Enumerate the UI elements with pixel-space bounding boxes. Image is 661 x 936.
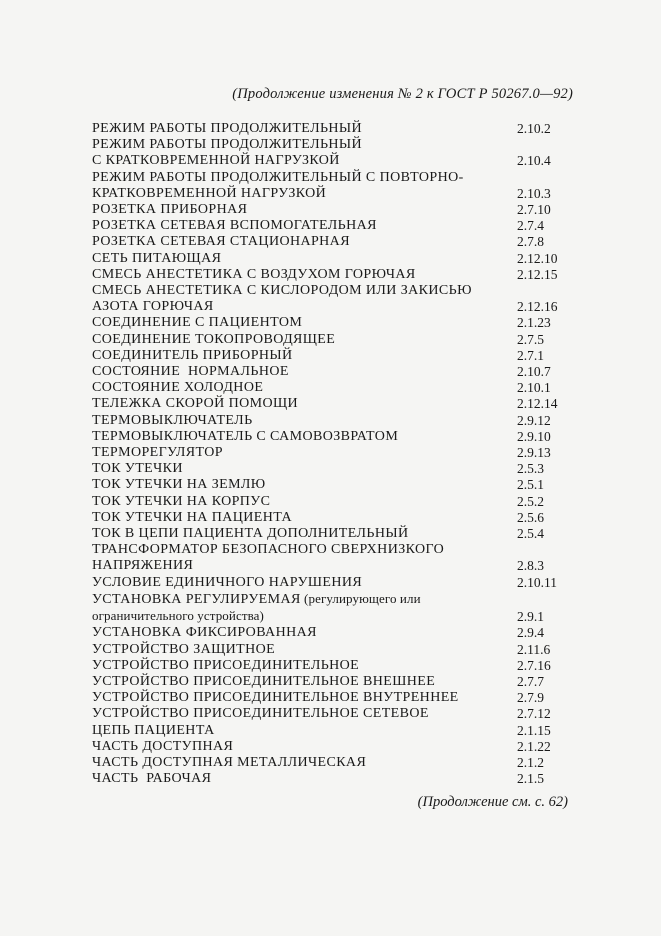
index-term <box>92 283 562 315</box>
index-clause-number: 2.8.3 <box>517 558 544 574</box>
index-clause-number: 2.9.4 <box>517 625 544 641</box>
index-term-text: ТЕРМОРЕГУЛЯТОР <box>92 445 223 461</box>
index-clause-number: 2.7.1 <box>517 347 544 363</box>
index-entry <box>92 706 562 722</box>
index-term-text: УСТРОЙСТВО ЗАЩИТНОЕ <box>92 641 276 657</box>
index-term <box>92 477 562 493</box>
index-term <box>92 380 562 396</box>
index-clause-number: 2.9.10 <box>517 428 551 444</box>
index-clause-number: 2.7.9 <box>517 690 544 706</box>
index-entry <box>92 461 562 477</box>
index-term <box>92 137 562 169</box>
index-term-text: ТЕЛЕЖКА СКОРОЙ ПОМОЩИ <box>92 396 298 412</box>
index-entry <box>92 137 562 169</box>
index-clause-number: 2.7.7 <box>517 673 544 689</box>
index-term <box>92 267 562 283</box>
index-entry <box>92 642 562 658</box>
index-entry <box>92 413 562 429</box>
index-clause-number: 2.1.15 <box>517 722 551 738</box>
index-term <box>92 121 562 137</box>
index-term <box>92 315 562 331</box>
index-entry <box>92 396 562 412</box>
term-index-list <box>92 121 562 787</box>
index-clause-number: 2.1.5 <box>517 771 544 787</box>
index-entry <box>92 494 562 510</box>
index-term-text: ЧАСТЬ ДОСТУПНАЯ <box>92 738 234 754</box>
index-clause-number: 2.1.2 <box>517 754 544 770</box>
index-term-text: ЧАСТЬ РАБОЧАЯ <box>92 771 212 787</box>
index-term <box>92 332 562 348</box>
index-entry <box>92 234 562 250</box>
index-term-text: УСТАНОВКА ФИКСИРОВАННАЯ <box>92 625 317 641</box>
index-clause-number: 2.7.4 <box>517 218 544 234</box>
index-term <box>92 739 562 755</box>
index-entry <box>92 739 562 755</box>
index-entry <box>92 591 562 625</box>
index-entry <box>92 348 562 364</box>
index-term <box>92 542 562 574</box>
index-term-text: УСТРОЙСТВО ПРИСОЕДИНИТЕЛЬНОЕ ВНЕШНЕЕ <box>92 673 436 689</box>
index-clause-number: 2.5.1 <box>517 477 544 493</box>
index-term-text: СОСТОЯНИЕ НОРМАЛЬНОЕ <box>92 364 289 380</box>
index-term <box>92 445 562 461</box>
index-term <box>92 674 562 690</box>
page-header: (Продолжение изменения № 2 к ГОСТ Р 50267.0—92) <box>232 86 573 102</box>
index-clause-number: 2.12.15 <box>517 266 558 282</box>
index-term <box>92 690 562 706</box>
index-entry <box>92 575 562 591</box>
index-term-text: СЕТЬ ПИТАЮЩАЯ <box>92 250 222 266</box>
index-term <box>92 658 562 674</box>
index-term <box>92 771 562 787</box>
index-entry <box>92 526 562 542</box>
page-footer: (Продолжение см. с. 62) <box>417 794 568 810</box>
index-term-text: УСТАНОВКА РЕГУЛИРУЕМАЯ <box>92 591 301 607</box>
index-clause-number: 2.12.16 <box>517 299 558 315</box>
index-entry <box>92 542 562 574</box>
index-clause-number: 2.10.11 <box>517 574 557 590</box>
index-term <box>92 706 562 722</box>
index-term-text: УСЛОВИЕ ЕДИНИЧНОГО НАРУШЕНИЯ <box>92 574 363 590</box>
index-term-text: РОЗЕТКА СЕТЕВАЯ ВСПОМОГАТЕЛЬНАЯ <box>92 218 377 234</box>
index-clause-number: 2.11.6 <box>517 641 551 657</box>
index-term-text: РЕЖИМ РАБОТЫ ПРОДОЛЖИТЕЛЬНЫЙ С КРАТКОВРЕМЕННОЙ НАГРУЗКОЙ <box>92 137 363 169</box>
index-clause-number: 2.7.5 <box>517 331 544 347</box>
index-entry <box>92 332 562 348</box>
index-entry <box>92 690 562 706</box>
index-term-text: ТОК В ЦЕПИ ПАЦИЕНТА ДОПОЛНИТЕЛЬНЫЙ <box>92 526 409 542</box>
index-term-text: ЦЕПЬ ПАЦИЕНТА <box>92 722 215 738</box>
index-entry <box>92 202 562 218</box>
index-clause-number: 2.10.1 <box>517 380 551 396</box>
index-clause-number: 2.12.14 <box>517 396 558 412</box>
index-entry <box>92 283 562 315</box>
index-entry <box>92 251 562 267</box>
index-term <box>92 170 562 202</box>
index-term-text: ТЕРМОВЫКЛЮЧАТЕЛЬ <box>92 412 253 428</box>
index-term <box>92 413 562 429</box>
index-entry <box>92 510 562 526</box>
index-term <box>92 202 562 218</box>
index-entry <box>92 315 562 331</box>
index-term-text: ТРАНСФОРМАТОР БЕЗОПАСНОГО СВЕРХНИЗКОГО НАПРЯЖЕНИЯ <box>92 542 445 574</box>
index-clause-number: 2.5.4 <box>517 526 544 542</box>
index-term <box>92 218 562 234</box>
index-entry <box>92 380 562 396</box>
index-clause-number: 2.12.10 <box>517 250 558 266</box>
index-clause-number: 2.1.23 <box>517 315 551 331</box>
index-term <box>92 723 562 739</box>
index-clause-number: 2.9.1 <box>517 609 544 625</box>
index-term <box>92 526 562 542</box>
index-entry <box>92 658 562 674</box>
index-clause-number: 2.9.12 <box>517 412 551 428</box>
index-entry <box>92 218 562 234</box>
index-term-text: ЧАСТЬ ДОСТУПНАЯ МЕТАЛЛИЧЕСКАЯ <box>92 754 367 770</box>
index-term <box>92 364 562 380</box>
index-clause-number: 2.9.13 <box>517 445 551 461</box>
index-term <box>92 625 562 641</box>
index-term-text: ТОК УТЕЧКИ НА КОРПУС <box>92 493 271 509</box>
index-entry <box>92 755 562 771</box>
index-term <box>92 461 562 477</box>
index-term-text: СОЕДИНЕНИЕ С ПАЦИЕНТОМ <box>92 315 303 331</box>
index-clause-number: 2.5.3 <box>517 461 544 477</box>
index-clause-number: 2.7.16 <box>517 657 551 673</box>
index-term <box>92 755 562 771</box>
index-term <box>92 494 562 510</box>
index-entry <box>92 625 562 641</box>
index-entry <box>92 364 562 380</box>
index-term <box>92 251 562 267</box>
index-term-text: РОЗЕТКА ПРИБОРНАЯ <box>92 202 248 218</box>
index-term <box>92 591 562 625</box>
index-entry <box>92 723 562 739</box>
index-clause-number: 2.10.4 <box>517 153 551 169</box>
index-term-text: СМЕСЬ АНЕСТЕТИКА С КИСЛОРОДОМ ИЛИ ЗАКИСЬЮ АЗОТА ГОРЮЧАЯ <box>92 283 472 315</box>
index-term <box>92 429 562 445</box>
index-term <box>92 234 562 250</box>
index-clause-number: 2.10.3 <box>517 185 551 201</box>
index-term-text: СМЕСЬ АНЕСТЕТИКА С ВОЗДУХОМ ГОРЮЧАЯ <box>92 266 416 282</box>
index-entry <box>92 170 562 202</box>
index-clause-number: 2.5.2 <box>517 493 544 509</box>
index-term <box>92 396 562 412</box>
index-term <box>92 575 562 591</box>
index-term-note: (регулирующего или ограничительного устройства) <box>92 590 421 624</box>
index-term-text: УСТРОЙСТВО ПРИСОЕДИНИТЕЛЬНОЕ ВНУТРЕННЕЕ <box>92 690 459 706</box>
index-entry <box>92 477 562 493</box>
index-clause-number: 2.10.7 <box>517 364 551 380</box>
index-term-text: РЕЖИМ РАБОТЫ ПРОДОЛЖИТЕЛЬНЫЙ <box>92 121 363 136</box>
index-term <box>92 642 562 658</box>
index-clause-number: 2.1.22 <box>517 738 551 754</box>
index-term-text: ТОК УТЕЧКИ НА ПАЦИЕНТА <box>92 509 292 525</box>
index-term-text: СОЕДИНИТЕЛЬ ПРИБОРНЫЙ <box>92 347 293 363</box>
index-entry <box>92 429 562 445</box>
index-clause-number: 2.7.8 <box>517 234 544 250</box>
index-term-text: УСТРОЙСТВО ПРИСОЕДИНИТЕЛЬНОЕ <box>92 657 360 673</box>
index-entry <box>92 267 562 283</box>
index-term <box>92 348 562 364</box>
index-term-text: СОСТОЯНИЕ ХОЛОДНОЕ <box>92 380 264 396</box>
index-clause-number: 2.5.6 <box>517 509 544 525</box>
index-entry <box>92 674 562 690</box>
index-term-text: РЕЖИМ РАБОТЫ ПРОДОЛЖИТЕЛЬНЫЙ С ПОВТОРНО- КРАТКОВРЕМЕННОЙ НАГРУЗКОЙ <box>92 169 464 201</box>
index-term-text: СОЕДИНЕНИЕ ТОКОПРОВОДЯЩЕЕ <box>92 331 336 347</box>
index-term-text: РОЗЕТКА СЕТЕВАЯ СТАЦИОНАРНАЯ <box>92 234 350 250</box>
index-clause-number: 2.10.2 <box>517 121 551 136</box>
index-term <box>92 510 562 526</box>
index-entry <box>92 771 562 787</box>
index-entry <box>92 445 562 461</box>
index-term-text: УСТРОЙСТВО ПРИСОЕДИНИТЕЛЬНОЕ СЕТЕВОЕ <box>92 706 429 722</box>
index-term-text: ТЕРМОВЫКЛЮЧАТЕЛЬ С САМОВОЗВРАТОМ <box>92 428 399 444</box>
index-clause-number: 2.7.10 <box>517 202 551 218</box>
index-term-text: ТОК УТЕЧКИ <box>92 461 183 477</box>
index-entry <box>92 121 562 137</box>
index-term-text: ТОК УТЕЧКИ НА ЗЕМЛЮ <box>92 477 266 493</box>
index-clause-number: 2.7.12 <box>517 706 551 722</box>
